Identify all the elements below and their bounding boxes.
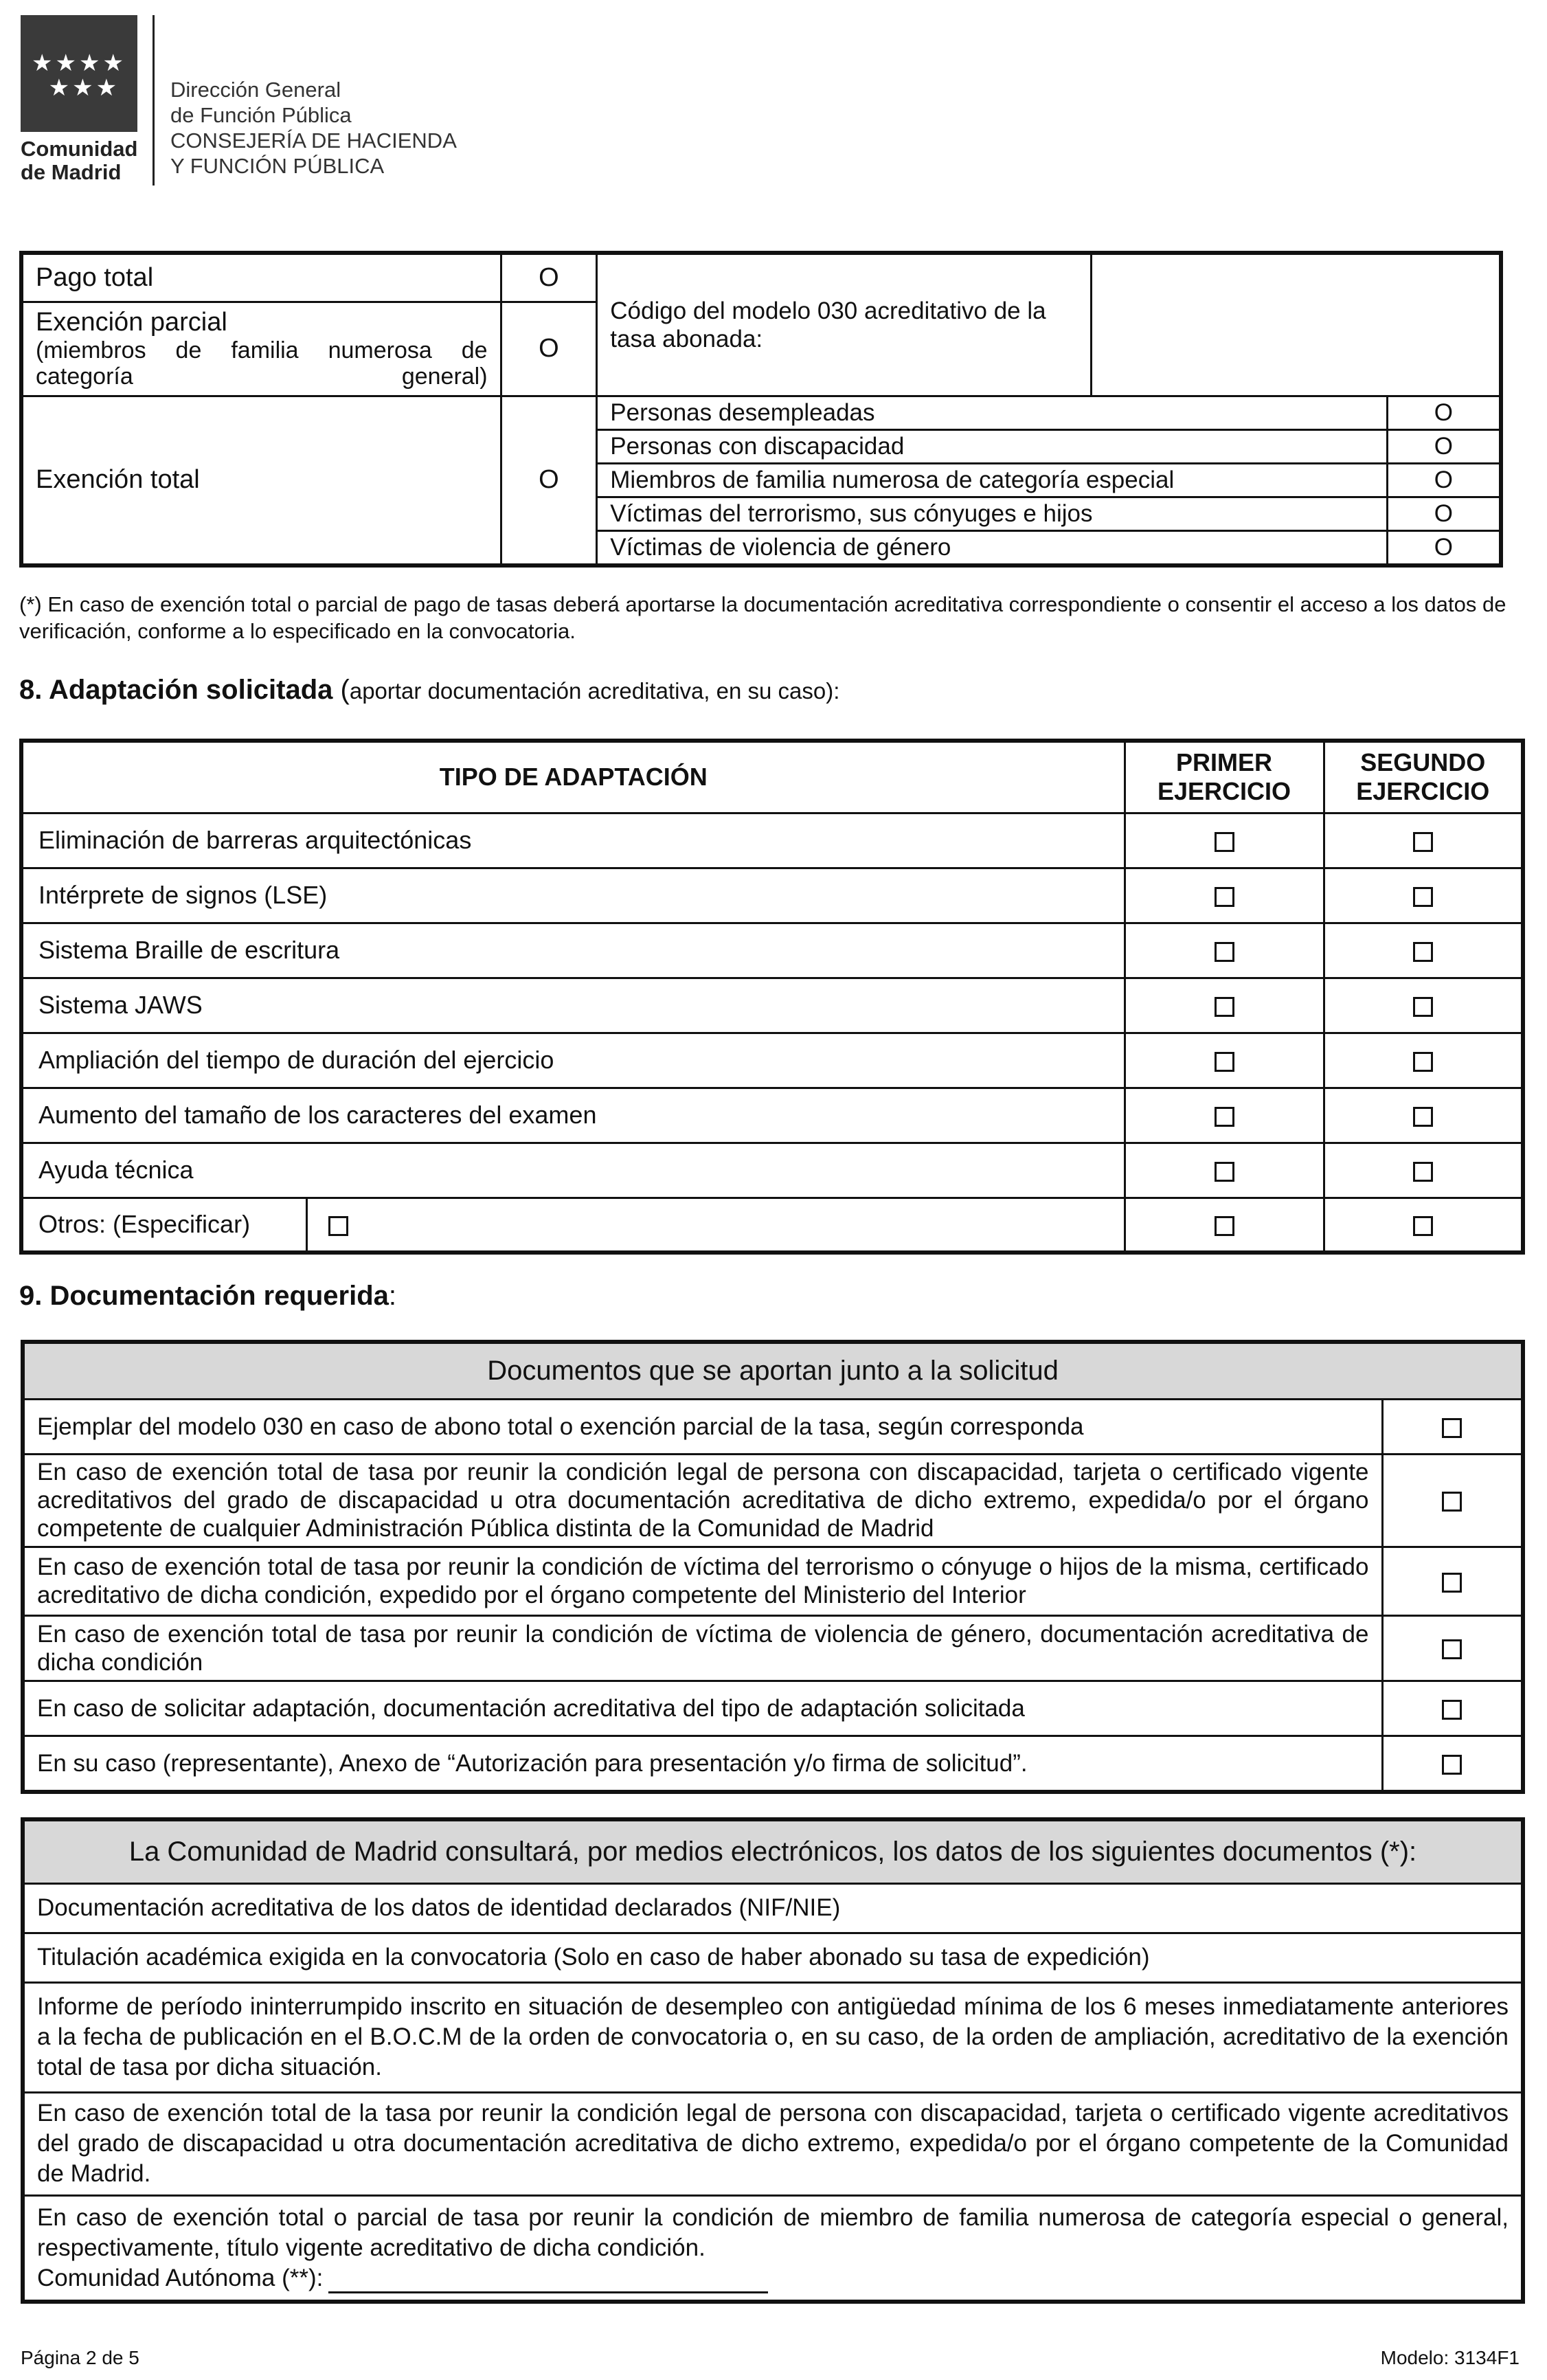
checkbox-otros[interactable] bbox=[328, 1216, 348, 1236]
document-row bbox=[23, 1736, 1523, 1792]
document-label: En caso de exención total de tasa por reunir la condición de víctima de violencia de género, documentación acreditativa de dicha condición bbox=[23, 1615, 1382, 1681]
documents-table bbox=[21, 1340, 1525, 1794]
checkbox-segundo[interactable] bbox=[1413, 1052, 1433, 1072]
adaptation-row bbox=[21, 868, 1523, 923]
document-checkbox[interactable] bbox=[1442, 1492, 1462, 1512]
adaptation-table bbox=[19, 739, 1525, 1255]
adaptation-row bbox=[21, 1088, 1523, 1143]
codigo-modelo-input[interactable] bbox=[1092, 253, 1501, 396]
logo-stars-icon: ★★★★ ★★★ bbox=[32, 49, 126, 102]
exencion-item-option[interactable]: O bbox=[1387, 396, 1501, 429]
adaptation-label: Eliminación de barreras arquitectónicas bbox=[21, 813, 1125, 868]
exencion-item-option[interactable]: O bbox=[1387, 497, 1501, 530]
adaptation-row bbox=[21, 813, 1523, 868]
documents-header: Documentos que se aportan junto a la solicitud bbox=[23, 1342, 1523, 1399]
exencion-item-option[interactable]: O bbox=[1387, 463, 1501, 497]
exencion-item: Personas desempleadas bbox=[597, 396, 1388, 429]
exencion-item: Víctimas del terrorismo, sus cónyuges e hijos bbox=[597, 497, 1388, 530]
checkbox-primer[interactable] bbox=[1215, 832, 1234, 852]
adaptation-label: Intérprete de signos (LSE) bbox=[21, 868, 1125, 923]
adaptation-label: Aumento del tamaño de los caracteres del examen bbox=[21, 1088, 1125, 1143]
page-number: Página 2 de 5 bbox=[21, 2347, 139, 2368]
fees-note: (*) En caso de exención total o parcial de pago de tasas deberá aportarse la documentación acreditativa correspondiente o consentir el acceso a los datos de verificación, conforme a lo especificado en la convocatoria. bbox=[19, 592, 1506, 643]
col-primer-ejercicio: PRIMER EJERCICIO bbox=[1125, 741, 1324, 813]
adaptation-row bbox=[21, 978, 1523, 1033]
section-8-title: 8. Adaptación solicitada (aportar documentación acreditativa, en su caso): bbox=[19, 675, 840, 705]
adaptation-label: Ayuda técnica bbox=[21, 1143, 1125, 1198]
comunidad-autonoma-input[interactable] bbox=[328, 2273, 768, 2293]
document-label: Ejemplar del modelo 030 en caso de abono total o exención parcial de la tasa, según corresponda bbox=[23, 1399, 1382, 1454]
checkbox-primer[interactable] bbox=[1215, 887, 1234, 907]
document-checkbox[interactable] bbox=[1442, 1755, 1462, 1775]
consultation-row: En caso de exención total de la tasa por reunir la condición legal de persona con discapacidad, tarjeta o certificado vigente acreditativos del grado de discapacidad u otra documentación acreditativa de dicho extremo, expedida/o por el órgano competente de la Comunidad de Madrid. bbox=[23, 2092, 1523, 2195]
fee-pago-total-option[interactable]: O bbox=[501, 253, 597, 302]
fee-exencion-total-option[interactable]: O bbox=[501, 396, 597, 565]
checkbox-primer[interactable] bbox=[1215, 942, 1234, 962]
document-checkbox[interactable] bbox=[1442, 1700, 1462, 1720]
document-checkbox[interactable] bbox=[1442, 1418, 1462, 1438]
checkbox-primer[interactable] bbox=[1215, 1162, 1234, 1182]
checkbox-segundo[interactable] bbox=[1413, 1107, 1433, 1127]
checkbox-segundo[interactable] bbox=[1413, 942, 1433, 962]
codigo-modelo-label: Código del modelo 030 acreditativo de la tasa abonada: bbox=[597, 253, 1092, 396]
adaptation-label: Ampliación del tiempo de duración del ejercicio bbox=[21, 1033, 1125, 1088]
checkbox-primer[interactable] bbox=[1215, 997, 1234, 1017]
col-tipo-adaptacion: TIPO DE ADAPTACIÓN bbox=[21, 741, 1125, 813]
checkbox-primer[interactable] bbox=[1215, 1052, 1234, 1072]
adaptation-label: Sistema Braille de escritura bbox=[21, 923, 1125, 978]
document-row bbox=[23, 1399, 1523, 1454]
consultation-row: Informe de período ininterrumpido inscrito en situación de desempleo con antigüedad mínima de los 6 meses inmediatamente anteriores a la fecha de publicación en el B.O.C.M de la orden de convocatoria o, en su caso, de la orden de ampliación, acreditativo de la exención total de tasa por dicha situación. bbox=[23, 1982, 1523, 2092]
document-label: En caso de exención total de tasa por reunir la condición de víctima del terrorismo o cónyuge o hijos de la misma, certificado acreditativo de dicha condición, expedido por el órgano competente del Ministerio del Interior bbox=[23, 1547, 1382, 1615]
consultation-row: Titulación académica exigida en la convocatoria (Solo en caso de haber abonado su tasa de expedición) bbox=[23, 1933, 1523, 1982]
checkbox-primer[interactable] bbox=[1215, 1107, 1234, 1127]
document-row bbox=[23, 1547, 1523, 1615]
fee-exencion-total-label: Exención total bbox=[21, 396, 501, 565]
document-checkbox[interactable] bbox=[1442, 1573, 1462, 1593]
document-checkbox[interactable] bbox=[1442, 1639, 1462, 1659]
document-label: En caso de exención total de tasa por reunir la condición legal de persona con discapacidad, tarjeta o certificado vigente acreditativos del grado de discapacidad u otra documentación acreditativa de dicho extremo, expedida/o por el órgano competente de cualquier Administración Pública distinta de la Comunidad de Madrid bbox=[23, 1454, 1382, 1547]
checkbox-segundo[interactable] bbox=[1413, 1216, 1433, 1236]
exencion-item-option[interactable]: O bbox=[1387, 429, 1501, 463]
document-row bbox=[23, 1681, 1523, 1736]
fees-table bbox=[19, 251, 1503, 568]
exencion-item-option[interactable]: O bbox=[1387, 530, 1501, 565]
consultation-table bbox=[21, 1817, 1525, 2304]
adaptation-row bbox=[21, 1143, 1523, 1198]
adaptation-label: Sistema JAWS bbox=[21, 978, 1125, 1033]
checkbox-segundo[interactable] bbox=[1413, 1162, 1433, 1182]
exencion-item: Víctimas de violencia de género bbox=[597, 530, 1388, 565]
checkbox-segundo[interactable] bbox=[1413, 832, 1433, 852]
checkbox-primer[interactable] bbox=[1215, 1216, 1234, 1236]
consultation-header: La Comunidad de Madrid consultará, por medios electrónicos, los datos de los siguientes documentos (*): bbox=[23, 1819, 1523, 1883]
adaptation-row bbox=[21, 923, 1523, 978]
logo bbox=[21, 15, 137, 132]
checkbox-segundo[interactable] bbox=[1413, 997, 1433, 1017]
document-row bbox=[23, 1615, 1523, 1681]
adaptation-otros-label: Otros: (Especificar) bbox=[21, 1198, 306, 1253]
exencion-item: Personas con discapacidad bbox=[597, 429, 1388, 463]
fee-exencion-parcial-option[interactable]: O bbox=[501, 302, 597, 396]
adaptation-row-otros bbox=[21, 1198, 1523, 1253]
adaptation-otros-specify[interactable] bbox=[306, 1198, 1125, 1253]
document-label: En caso de solicitar adaptación, documentación acreditativa del tipo de adaptación solicitada bbox=[23, 1681, 1382, 1736]
comunidad-autonoma-field: Comunidad Autónoma (**): bbox=[37, 2263, 1509, 2293]
col-segundo-ejercicio: SEGUNDO EJERCICIO bbox=[1324, 741, 1523, 813]
section-9-title: 9. Documentación requerida: bbox=[19, 1281, 397, 1311]
document-row bbox=[23, 1454, 1523, 1547]
consultation-row: En caso de exención total o parcial de tasa por reunir la condición de miembro de familia numerosa de categoría especial o general, respectivamente, título vigente acreditativo de dicha condición. Comunidad Autónoma (**): bbox=[23, 2195, 1523, 2302]
document-label: En su caso (representante), Anexo de “Autorización para presentación y/o firma de solicitud”. bbox=[23, 1736, 1382, 1792]
consultation-row: Documentación acreditativa de los datos de identidad declarados (NIF/NIE) bbox=[23, 1883, 1523, 1933]
form-model: Modelo: 3134F1 bbox=[1380, 2347, 1520, 2368]
checkbox-segundo[interactable] bbox=[1413, 887, 1433, 907]
adaptation-row bbox=[21, 1033, 1523, 1088]
logo-name: Comunidad de Madrid bbox=[21, 137, 138, 184]
fee-pago-total-label: Pago total bbox=[21, 253, 501, 302]
header-divider bbox=[153, 15, 155, 186]
fee-exencion-parcial-label: Exención parcial (miembros de familia numerosa de categoría general) bbox=[21, 302, 501, 396]
exencion-item: Miembros de familia numerosa de categoría especial bbox=[597, 463, 1388, 497]
org-name: Dirección General de Función Pública CONSEJERÍA DE HACIENDA Y FUNCIÓN PÚBLICA bbox=[170, 78, 457, 178]
